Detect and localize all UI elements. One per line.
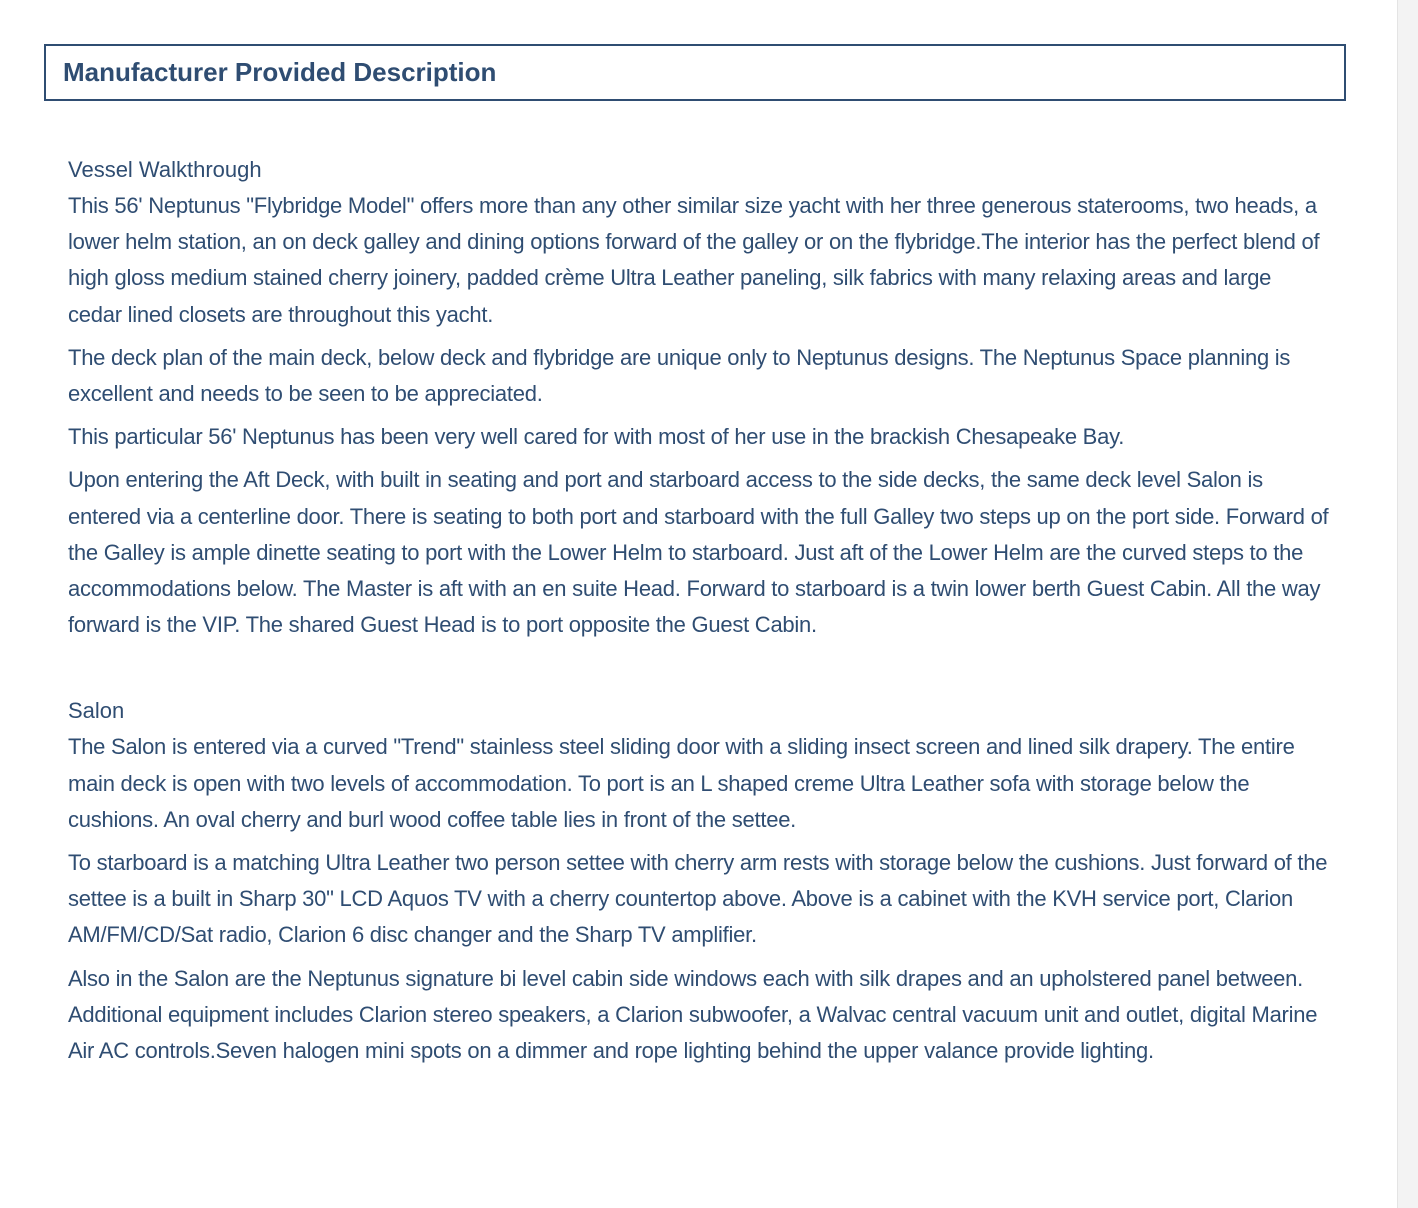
paragraph: Also in the Salon are the Neptunus signature bi level cabin side windows each with silk drapes and an upholstered panel between. Additional equipment includes Clarion stereo speakers, a Clarion subwoofer, a Walvac central vacuum unit and outlet, digital Marine Air AC controls.Seven halogen mini spots on a dimmer and rope lighting behind the upper valance provide lighting. xyxy=(68,965,1318,1064)
description-header xyxy=(44,44,1346,101)
page-title: Manufacturer Provided Description xyxy=(63,57,497,87)
paragraph: The deck plan of the main deck, below deck and flybridge are unique only to Neptunus designs. The Neptunus Space planning is excellent and needs to be seen to be appreciated. xyxy=(68,344,1291,407)
description-content xyxy=(68,152,1330,1076)
paragraph: The Salon is entered via a curved "Trend" stainless steel sliding door with a sliding insect screen and lined silk drapery. The entire main deck is open with two levels of accommodation. To port is an L shaped creme Ultra Leather sofa with storage below the cushions. An oval cherry and burl wood coffee table lies in front of the settee. xyxy=(68,734,1295,832)
paragraph: Upon entering the Aft Deck, with built in seating and port and starboard access to the side decks, the same deck level Salon is entered via a centerline door. There is seating to both port and starboard with the full Galley two steps up on the port side. Forward of the Galley is ample dinette seating to port with the Lower Helm to starboard. Just aft of the Lower Helm are the curved steps to the accommodations below. The Master is aft with an en suite Head. Forward to starboard is a twin lower berth Guest Cabin. All the way forward is the VIP. The shared Guest Head is to port opposite the Guest Cabin. xyxy=(68,467,1329,638)
section-heading: Vessel Walkthrough xyxy=(68,157,262,182)
paragraph: To starboard is a matching Ultra Leather two person settee with cherry arm rests with storage below the cushions. Just forward of the settee is a built in Sharp 30" LCD Aquos TV with a cherry countertop above. Above is a cabinet with the KVH service port, Clarion AM/FM/CD/Sat radio, Clarion 6 disc changer and the Sharp TV amplifier. xyxy=(68,850,1328,948)
section-salon xyxy=(68,693,1330,1069)
section-heading: Salon xyxy=(68,698,125,724)
paragraph: This 56' Neptunus "Flybridge Model" offers more than any other similar size yacht with her three generous staterooms, two heads, a lower helm station, an on deck galley and dining options forward of the galley or on the flybridge.The interior has the perfect blend of high gloss medium stained cherry joinery, padded crème Ultra Leather paneling, silk fabrics with many relaxing areas and large cedar lined closets are throughout this yacht. xyxy=(68,193,1320,327)
section-vessel-walkthrough xyxy=(68,152,1330,643)
paragraph: This particular 56' Neptunus has been very well cared for with most of her use in the brackish Chesapeake Bay. xyxy=(68,424,1125,450)
vertical-scrollbar[interactable] xyxy=(1397,0,1418,1208)
